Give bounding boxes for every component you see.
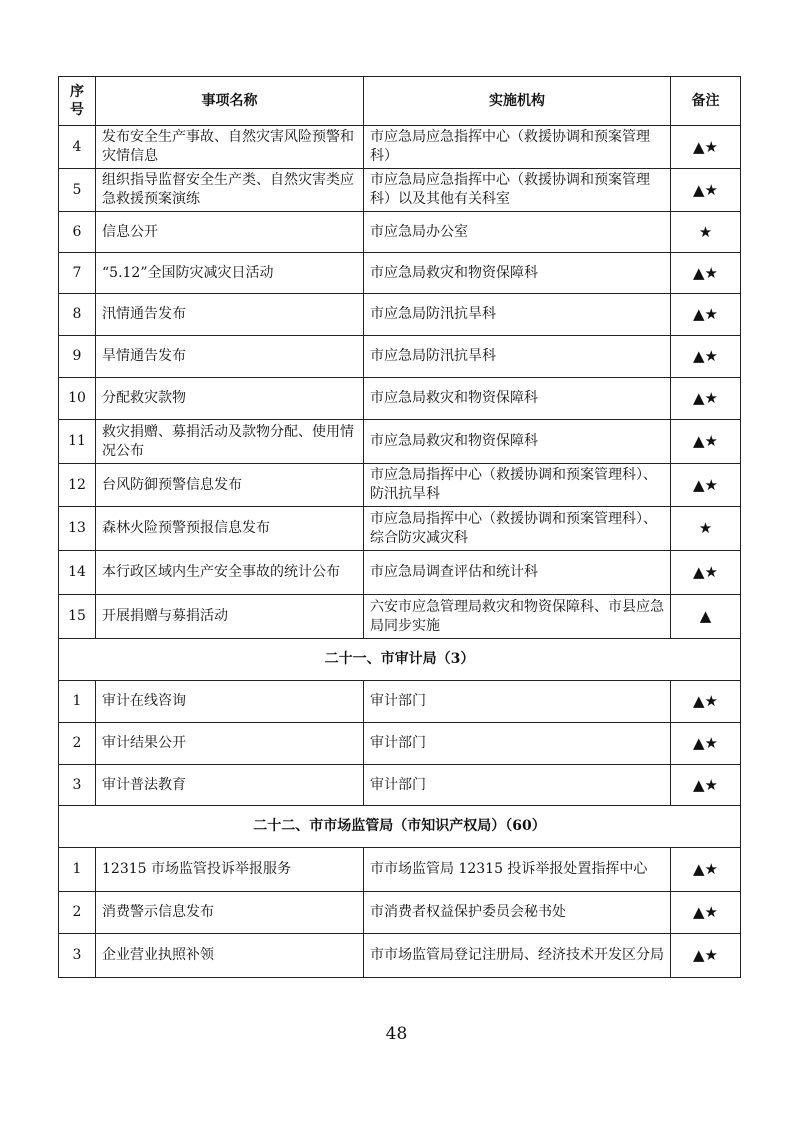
row-index: 2 [59, 723, 96, 765]
row-item-name: 12315 市场监管投诉举报服务 [96, 848, 364, 892]
row-item-name: 救灾捐赠、募捐活动及款物分配、使用情况公布 [96, 420, 364, 464]
row-index: 7 [59, 253, 96, 294]
row-index: 5 [59, 169, 96, 212]
row-implementing-org: 市应急局指挥中心（救援协调和预案管理科）、防汛抗旱科 [364, 464, 671, 507]
row-implementing-org: 市应急局办公室 [364, 212, 671, 253]
row-implementing-org: 六安市应急管理局救灾和物资保障科、市县应急局同步实施 [364, 595, 671, 639]
row-implementing-org: 市应急局救灾和物资保障科 [364, 378, 671, 420]
section-title: 二十一、市审计局（3） [59, 639, 741, 681]
table-row [59, 169, 741, 212]
row-index: 8 [59, 294, 96, 336]
row-note-marks: ▲★ [671, 169, 741, 212]
row-note-marks: ▲★ [671, 464, 741, 507]
row-implementing-org: 市市场监管局 12315 投诉举报处置指挥中心 [364, 848, 671, 892]
row-note-marks: ▲★ [671, 892, 741, 934]
row-index: 13 [59, 507, 96, 551]
row-implementing-org: 市应急局调查评估和统计科 [364, 551, 671, 595]
row-index: 2 [59, 892, 96, 934]
row-note-marks: ▲★ [671, 336, 741, 378]
table-row [59, 551, 741, 595]
header-implementing-org: 实施机构 [364, 77, 671, 126]
row-index: 9 [59, 336, 96, 378]
row-note-marks: ▲★ [671, 848, 741, 892]
row-implementing-org: 市应急局指挥中心（救援协调和预案管理科）、综合防灾减灾科 [364, 507, 671, 551]
row-note-marks: ▲ [671, 595, 741, 639]
page-number: 48 [385, 1024, 408, 1044]
table-row [59, 681, 741, 723]
row-item-name: 旱情通告发布 [96, 336, 364, 378]
table-row [59, 420, 741, 464]
service-items-table [58, 76, 741, 978]
row-index: 3 [59, 765, 96, 806]
row-item-name: “5.12”全国防灾减灾日活动 [96, 253, 364, 294]
row-item-name: 审计在线咨询 [96, 681, 364, 723]
row-implementing-org: 市应急局救灾和物资保障科 [364, 253, 671, 294]
table-row [59, 848, 741, 892]
table-row [59, 212, 741, 253]
row-note-marks: ★ [671, 507, 741, 551]
section-title: 二十二、市市场监管局（市知识产权局）（60） [59, 806, 741, 848]
row-index: 15 [59, 595, 96, 639]
row-item-name: 开展捐赠与募捐活动 [96, 595, 364, 639]
section-row [59, 639, 741, 681]
table-row [59, 723, 741, 765]
row-item-name: 信息公开 [96, 212, 364, 253]
row-item-name: 消费警示信息发布 [96, 892, 364, 934]
table-row [59, 507, 741, 551]
row-index: 4 [59, 126, 96, 169]
section-row [59, 806, 741, 848]
row-implementing-org: 审计部门 [364, 681, 671, 723]
row-note-marks: ▲★ [671, 551, 741, 595]
row-note-marks: ▲★ [671, 723, 741, 765]
row-index: 11 [59, 420, 96, 464]
row-note-marks: ▲★ [671, 378, 741, 420]
table-row [59, 595, 741, 639]
table-row [59, 294, 741, 336]
row-note-marks: ▲★ [671, 420, 741, 464]
row-implementing-org: 市应急局救灾和物资保障科 [364, 420, 671, 464]
row-item-name: 审计结果公开 [96, 723, 364, 765]
row-note-marks: ▲★ [671, 126, 741, 169]
row-implementing-org: 市应急局应急指挥中心（救援协调和预案管理科）以及其他有关科室 [364, 169, 671, 212]
row-implementing-org: 审计部门 [364, 765, 671, 806]
row-index: 1 [59, 848, 96, 892]
row-index: 10 [59, 378, 96, 420]
row-item-name: 组织指导监督安全生产类、自然灾害类应急救援预案演练 [96, 169, 364, 212]
row-item-name: 本行政区域内生产安全事故的统计公布 [96, 551, 364, 595]
row-implementing-org: 市消费者权益保护委员会秘书处 [364, 892, 671, 934]
header-note: 备注 [671, 77, 741, 126]
row-item-name: 发布安全生产事故、自然灾害风险预警和灾情信息 [96, 126, 364, 169]
table-header-row [59, 77, 741, 126]
row-item-name: 审计普法教育 [96, 765, 364, 806]
row-item-name: 台风防御预警信息发布 [96, 464, 364, 507]
row-implementing-org: 市应急局防汛抗旱科 [364, 294, 671, 336]
row-note-marks: ▲★ [671, 681, 741, 723]
table-body [59, 126, 741, 978]
row-item-name: 汛情通告发布 [96, 294, 364, 336]
row-index: 14 [59, 551, 96, 595]
row-note-marks: ▲★ [671, 765, 741, 806]
table-row [59, 934, 741, 978]
row-index: 6 [59, 212, 96, 253]
row-item-name: 森林火险预警预报信息发布 [96, 507, 364, 551]
row-implementing-org: 市应急局应急指挥中心（救援协调和预案管理科） [364, 126, 671, 169]
row-implementing-org: 审计部门 [364, 723, 671, 765]
row-item-name: 分配救灾款物 [96, 378, 364, 420]
row-item-name: 企业营业执照补领 [96, 934, 364, 978]
row-index: 3 [59, 934, 96, 978]
header-index: 序号 [59, 77, 96, 126]
table-row [59, 253, 741, 294]
row-note-marks: ★ [671, 212, 741, 253]
header-item-name: 事项名称 [96, 77, 364, 126]
table-row [59, 336, 741, 378]
row-implementing-org: 市市场监管局登记注册局、经济技术开发区分局 [364, 934, 671, 978]
row-note-marks: ▲★ [671, 253, 741, 294]
table-row [59, 892, 741, 934]
row-implementing-org: 市应急局防汛抗旱科 [364, 336, 671, 378]
table-row [59, 464, 741, 507]
row-note-marks: ▲★ [671, 934, 741, 978]
row-index: 12 [59, 464, 96, 507]
table-row [59, 126, 741, 169]
table-row [59, 378, 741, 420]
table-row [59, 765, 741, 806]
row-index: 1 [59, 681, 96, 723]
row-note-marks: ▲★ [671, 294, 741, 336]
